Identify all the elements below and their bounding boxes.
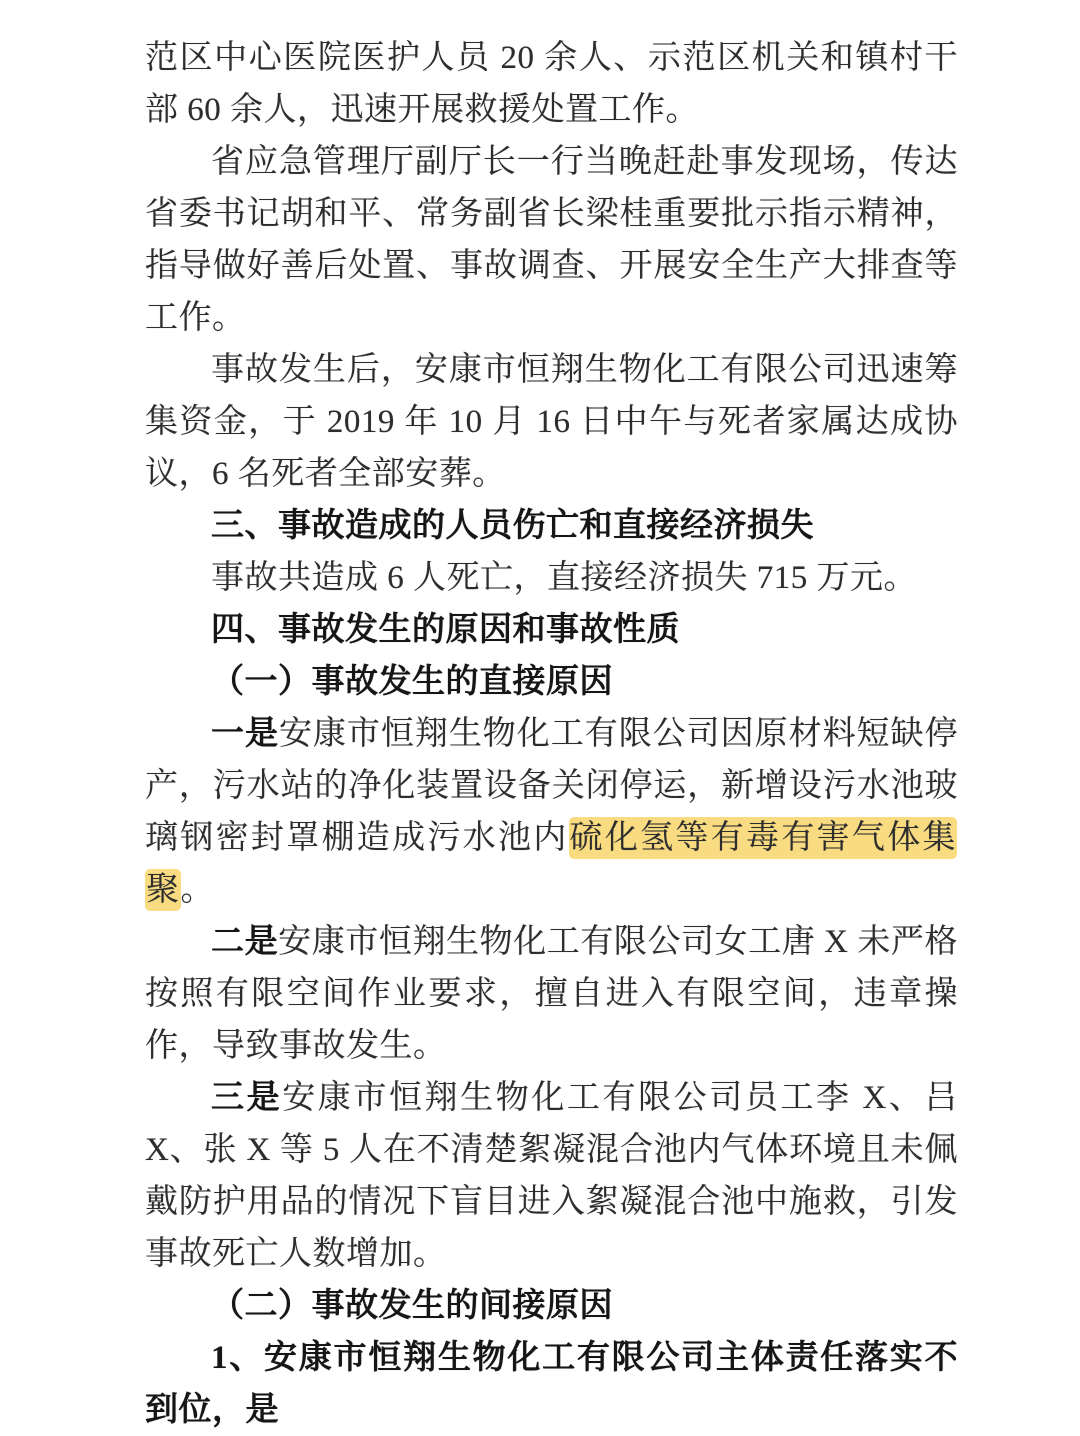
text-segment: 。 — [180, 872, 214, 908]
section-heading — [145, 500, 958, 552]
paragraph — [145, 136, 958, 344]
bold-lead-text: （一）事故发生的直接原因 — [211, 664, 613, 700]
section-heading — [145, 656, 958, 708]
bold-lead-text: 四、事故发生的原因和事故性质 — [211, 612, 680, 648]
paragraph — [145, 916, 958, 1072]
document-content — [145, 32, 958, 1436]
paragraph — [145, 708, 958, 916]
text-segment: 安康市恒翔生物化工有限公司女工唐 X 未严格按照有限空间作业要求，擅自进入有限空间，违章操作，导致事故发生。 — [145, 924, 958, 1064]
text-segment: 省应急管理厅副厅长一行当晚赶赴事发现场，传达省委书记胡和平、常务副省长梁桂重要批示指示精神，指导做好善后处置、事故调查、开展安全生产大排查等工作。 — [145, 144, 958, 336]
text-segment: 安康市恒翔生物化工有限公司员工李 X、吕 X、张 X 等 5 人在不清楚絮凝混合池内气体环境且未佩戴防护用品的情况下盲目进入絮凝混合池中施救，引发事故死亡人数增加。 — [145, 1080, 958, 1272]
section-heading — [145, 1332, 958, 1436]
paragraph — [145, 344, 958, 500]
paragraph — [145, 32, 958, 136]
bold-lead-text: 三、事故造成的人员伤亡和直接经济损失 — [211, 508, 814, 544]
bold-lead-text: 一是 — [211, 716, 279, 752]
highlight-mark: 硫化氢等有毒有害气体集聚 — [145, 817, 957, 911]
bold-lead-text: 1、安康市恒翔生物化工有限公司主体责任落实不到位，是 — [145, 1340, 958, 1428]
text-segment: 事故共造成 6 人死亡，直接经济损失 715 万元。 — [211, 560, 917, 596]
text-segment: 事故发生后，安康市恒翔生物化工有限公司迅速筹集资金，于 2019 年 10 月 16 日中午与死者家属达成协议，6 名死者全部安葬。 — [145, 352, 958, 492]
bold-lead-text: （二）事故发生的间接原因 — [211, 1288, 613, 1324]
bold-lead-text: 二是 — [211, 924, 279, 960]
section-heading — [145, 604, 958, 656]
bold-lead-text: 三是 — [211, 1080, 283, 1116]
section-heading — [145, 1280, 958, 1332]
paragraph — [145, 1072, 958, 1280]
paragraph — [145, 552, 958, 604]
text-segment: 范区中心医院医护人员 20 余人、示范区机关和镇村干部 60 余人，迅速开展救援处置工作。 — [145, 40, 958, 128]
text-segment: 安康市恒翔生物化工有限公司因原材料短缺停产，污水站的净化装置设备关闭停运，新增设污水池玻璃钢密封罩棚造成污水池内 — [145, 716, 959, 856]
